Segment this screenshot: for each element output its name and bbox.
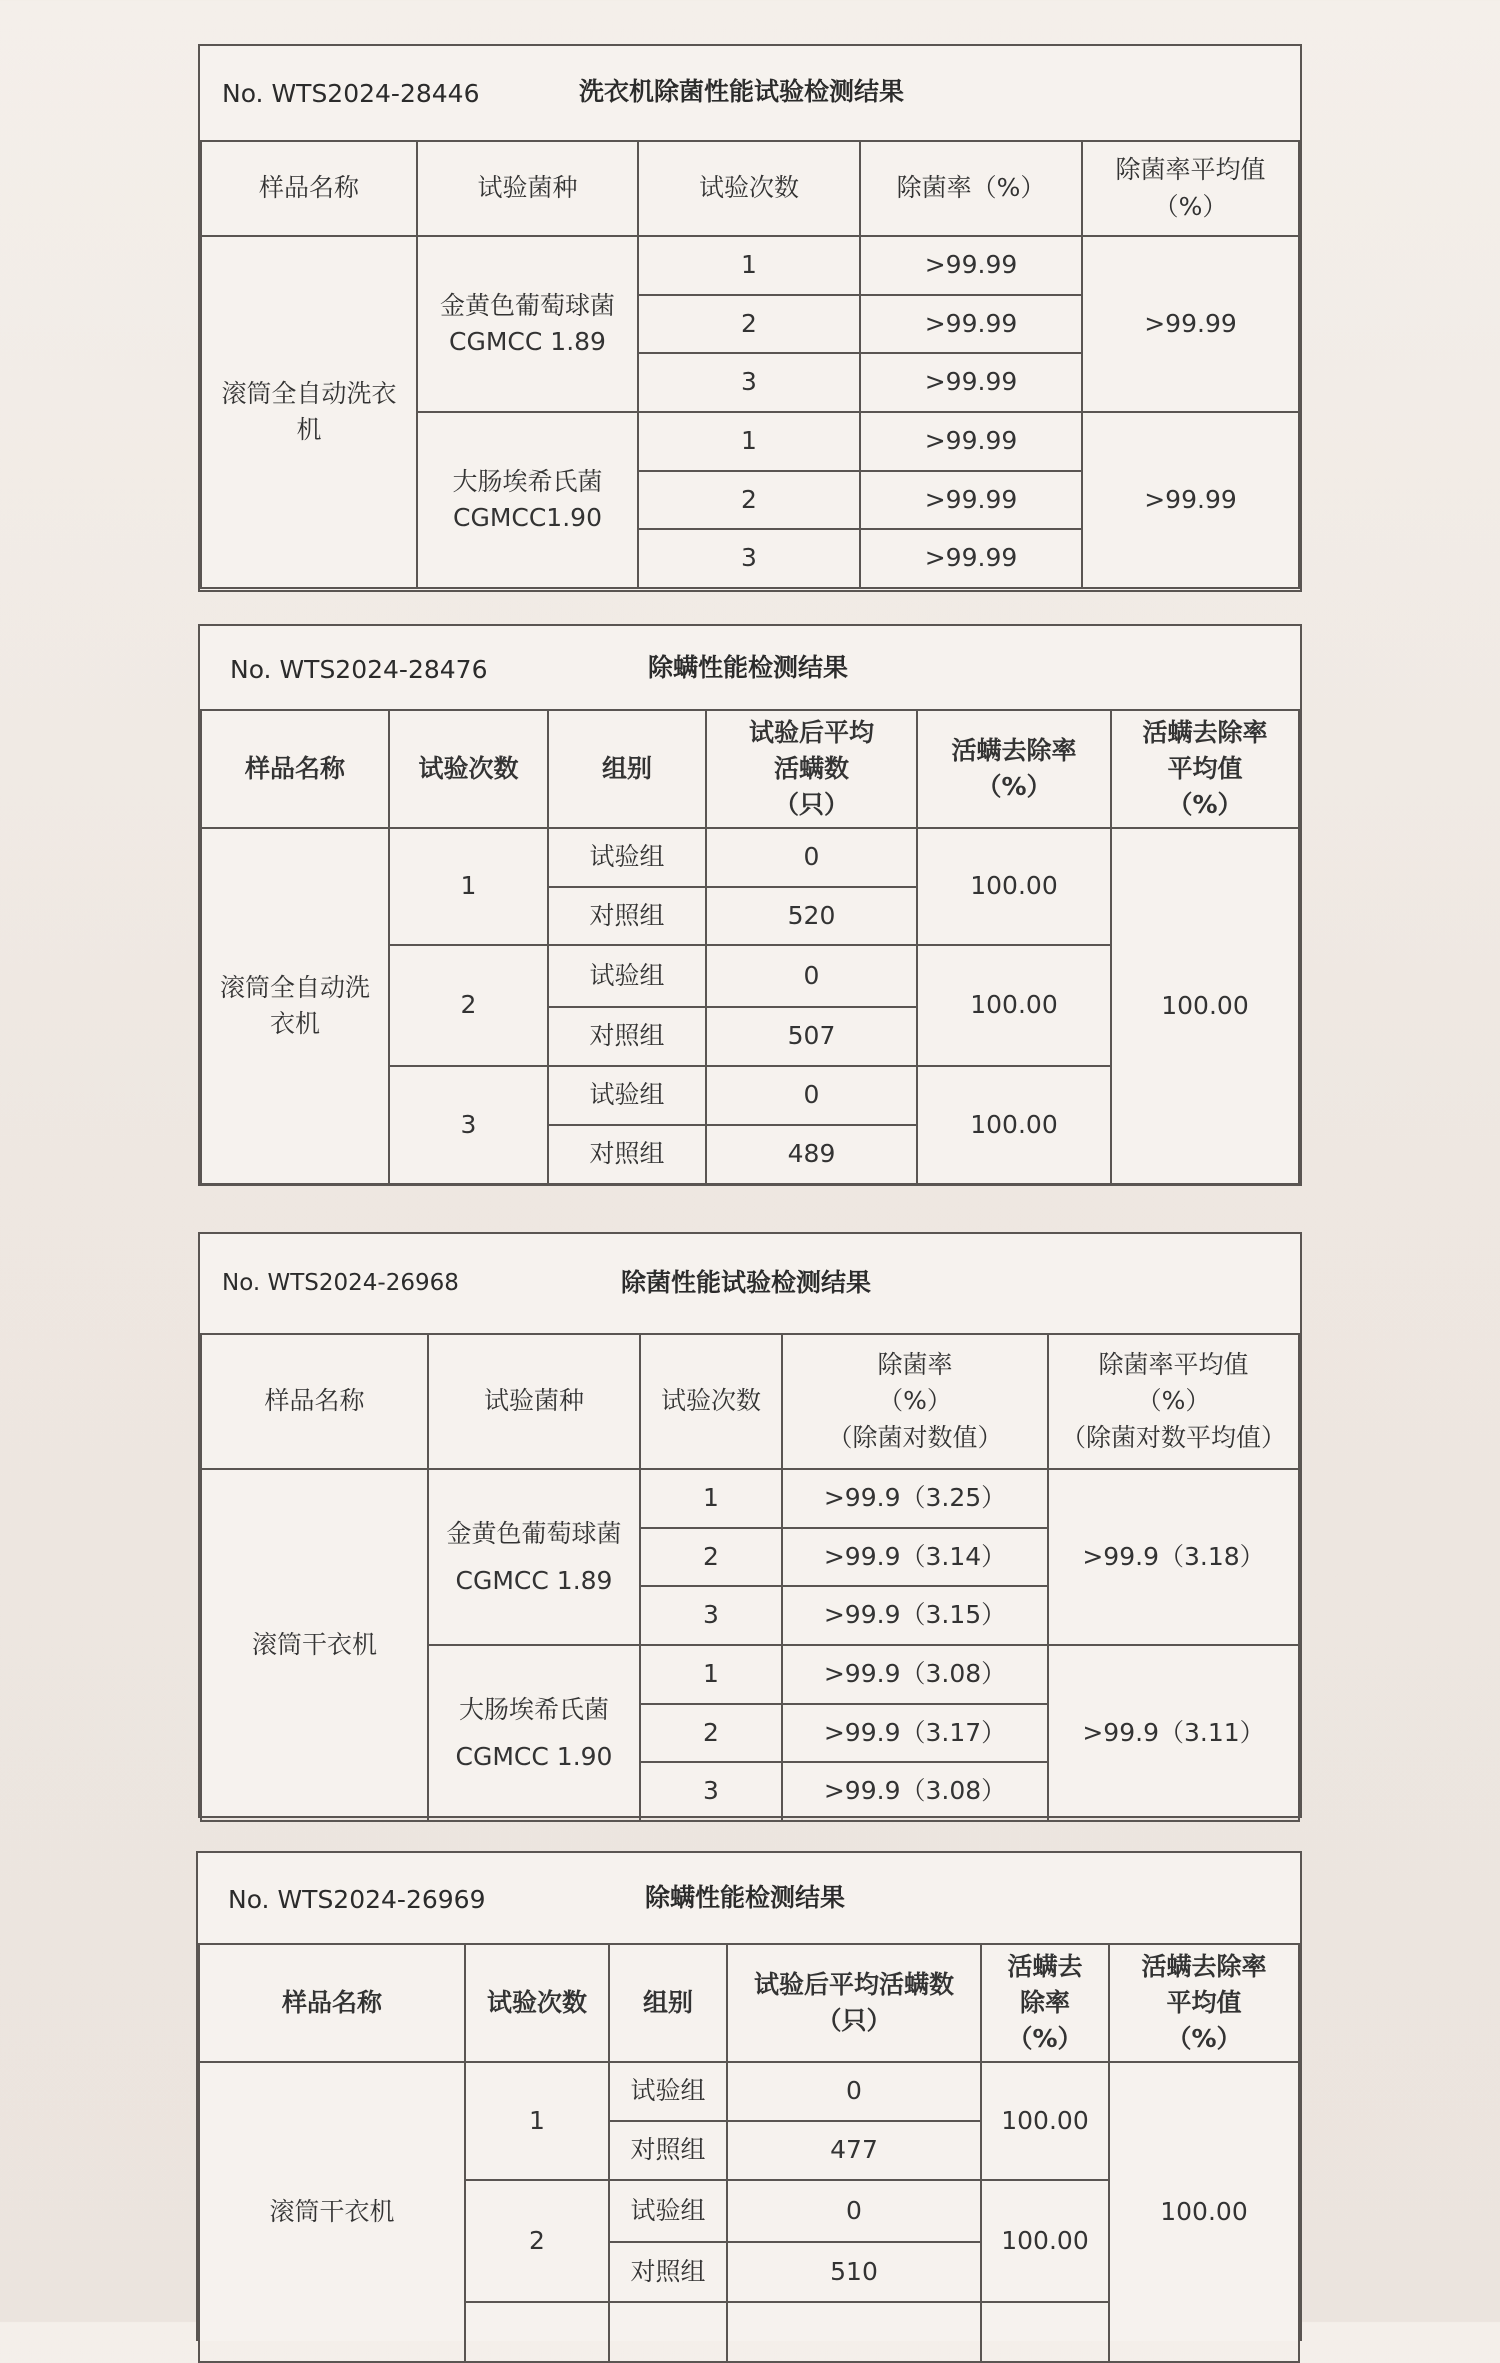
- rate-cell: >99.9（3.17）: [782, 1704, 1048, 1762]
- header-cell: 除菌率（%）: [860, 141, 1082, 236]
- group-label-cell: 对照组: [548, 1125, 706, 1184]
- rate-cell: >99.99: [860, 471, 1082, 529]
- group-label-cell: 试验组: [548, 1066, 706, 1125]
- rate-cell: >99.99: [860, 353, 1082, 412]
- report-number: No. WTS2024-28446: [222, 79, 480, 108]
- header-cell: 活螨去除率 （%）: [917, 710, 1111, 828]
- table3-title-row: [201, 1234, 1299, 1334]
- removal-rate-cell: 100.00: [917, 945, 1111, 1066]
- table3-container: [198, 1232, 1302, 1818]
- rate-cell: >99.9（3.25）: [782, 1469, 1048, 1528]
- avg-cell: 100.00: [1111, 828, 1299, 1184]
- run-cell: 3: [640, 1762, 782, 1821]
- strain-cell: 金黄色葡萄球菌 CGMCC 1.89: [417, 236, 638, 412]
- sample-name-cell: 滚筒干衣机: [199, 2062, 465, 2362]
- sample-name-cell: 滚筒干衣机: [201, 1469, 428, 1821]
- table-title: 洗衣机除菌性能试验检测结果: [579, 77, 905, 106]
- group-label-cell: 对照组: [548, 1007, 706, 1066]
- removal-rate-cell: 100.00: [981, 2180, 1109, 2302]
- sample-name-cell: 滚筒全自动洗衣 机: [201, 236, 417, 588]
- rate-cell: >99.99: [860, 236, 1082, 295]
- group-label-cell: [609, 2302, 727, 2362]
- mite-count-cell: 477: [727, 2121, 981, 2180]
- avg-cell: >99.9（3.18）: [1048, 1469, 1299, 1645]
- run-cell: 2: [465, 2180, 609, 2302]
- rate-cell: >99.9（3.14）: [782, 1528, 1048, 1586]
- mite-count-cell: 489: [706, 1125, 917, 1184]
- group-label-cell: 对照组: [609, 2121, 727, 2180]
- header-cell: 试验次数: [465, 1944, 609, 2062]
- table-title: 除菌性能试验检测结果: [621, 1268, 872, 1297]
- strain-cell: 金黄色葡萄球菌 CGMCC 1.89: [428, 1469, 640, 1645]
- header-cell: 试验次数: [389, 710, 548, 828]
- sample-name-cell: 滚筒全自动洗 衣机: [201, 828, 389, 1184]
- header-cell: 活螨去除率 平均值 （%）: [1111, 710, 1299, 828]
- run-cell: 1: [638, 412, 860, 471]
- avg-cell: 100.00: [1109, 2062, 1299, 2362]
- rate-cell: >99.9（3.08）: [782, 1762, 1048, 1821]
- strain-cell: 大肠埃希氏菌 CGMCC 1.90: [428, 1645, 640, 1821]
- run-cell: 2: [638, 295, 860, 353]
- table4: [198, 1853, 1300, 2363]
- mite-count-cell: 520: [706, 887, 917, 945]
- header-cell: 试验菌种: [417, 141, 638, 236]
- run-cell: 1: [640, 1469, 782, 1528]
- run-cell: 2: [389, 945, 548, 1066]
- header-cell: 试验次数: [638, 141, 860, 236]
- table1-container: [198, 44, 1302, 592]
- run-cell: 3: [638, 353, 860, 412]
- strain-cell: 大肠埃希氏菌 CGMCC1.90: [417, 412, 638, 588]
- mite-count-cell: 0: [727, 2062, 981, 2121]
- mite-count-cell: 507: [706, 1007, 917, 1066]
- table4-container: [196, 1851, 1302, 2341]
- mite-count-cell: 0: [706, 945, 917, 1007]
- table3: [200, 1234, 1300, 1822]
- avg-cell: >99.9（3.11）: [1048, 1645, 1299, 1821]
- group-label-cell: 试验组: [548, 828, 706, 887]
- run-cell: 3: [640, 1586, 782, 1645]
- header-cell: 样品名称: [201, 141, 417, 236]
- rate-cell: >99.9（3.08）: [782, 1645, 1048, 1704]
- mite-count-cell: [727, 2302, 981, 2362]
- table1: [200, 46, 1300, 589]
- mite-count-cell: 0: [727, 2180, 981, 2242]
- removal-rate-cell: 100.00: [981, 2062, 1109, 2180]
- report-number: No. WTS2024-26969: [228, 1885, 486, 1914]
- run-cell: 1: [465, 2062, 609, 2180]
- table2: [200, 626, 1300, 1185]
- table1-title-row: [201, 46, 1299, 141]
- table-title: 除螨性能检测结果: [645, 1883, 846, 1912]
- avg-cell: >99.99: [1082, 236, 1299, 412]
- group-label-cell: 试验组: [609, 2062, 727, 2121]
- run-cell: 2: [638, 471, 860, 529]
- rate-cell: >99.99: [860, 412, 1082, 471]
- table4-title-row: [199, 1853, 1299, 1944]
- run-cell: 2: [640, 1528, 782, 1586]
- header-cell: 除菌率 （%） （除菌对数值）: [782, 1334, 1048, 1469]
- header-cell: 试验次数: [640, 1334, 782, 1469]
- header-cell: 试验后平均 活螨数 （只）: [706, 710, 917, 828]
- header-cell: 活螨去 除率 （%）: [981, 1944, 1109, 2062]
- table2-container: [198, 624, 1302, 1186]
- run-cell: 1: [638, 236, 860, 295]
- run-cell: [465, 2302, 609, 2362]
- report-number: No. WTS2024-26968: [222, 1270, 459, 1296]
- removal-rate-cell: 100.00: [917, 1066, 1111, 1184]
- header-cell: 样品名称: [201, 710, 389, 828]
- header-cell: 组别: [548, 710, 706, 828]
- group-label-cell: 对照组: [548, 887, 706, 945]
- group-label-cell: 对照组: [609, 2242, 727, 2302]
- run-cell: 3: [389, 1066, 548, 1184]
- header-cell: 组别: [609, 1944, 727, 2062]
- header-cell: 试验后平均活螨数 （只）: [727, 1944, 981, 2062]
- mite-count-cell: 0: [706, 828, 917, 887]
- run-cell: 3: [638, 529, 860, 588]
- mite-count-cell: 0: [706, 1066, 917, 1125]
- removal-rate-cell: 100.00: [917, 828, 1111, 945]
- header-cell: 除菌率平均值 （%） （除菌对数平均值）: [1048, 1334, 1299, 1469]
- run-cell: 1: [389, 828, 548, 945]
- removal-rate-cell: [981, 2302, 1109, 2362]
- header-cell: 样品名称: [199, 1944, 465, 2062]
- table-title: 除螨性能检测结果: [648, 653, 849, 682]
- header-cell: 除菌率平均值 （%）: [1082, 141, 1299, 236]
- rate-cell: >99.9（3.15）: [782, 1586, 1048, 1645]
- report-number: No. WTS2024-28476: [230, 655, 488, 684]
- rate-cell: >99.99: [860, 529, 1082, 588]
- run-cell: 2: [640, 1704, 782, 1762]
- run-cell: 1: [640, 1645, 782, 1704]
- mite-count-cell: 510: [727, 2242, 981, 2302]
- table2-title-row: [201, 626, 1299, 710]
- header-cell: 活螨去除率 平均值 （%）: [1109, 1944, 1299, 2062]
- header-cell: 试验菌种: [428, 1334, 640, 1469]
- group-label-cell: 试验组: [548, 945, 706, 1007]
- group-label-cell: 试验组: [609, 2180, 727, 2242]
- header-cell: 样品名称: [201, 1334, 428, 1469]
- rate-cell: >99.99: [860, 295, 1082, 353]
- avg-cell: >99.99: [1082, 412, 1299, 588]
